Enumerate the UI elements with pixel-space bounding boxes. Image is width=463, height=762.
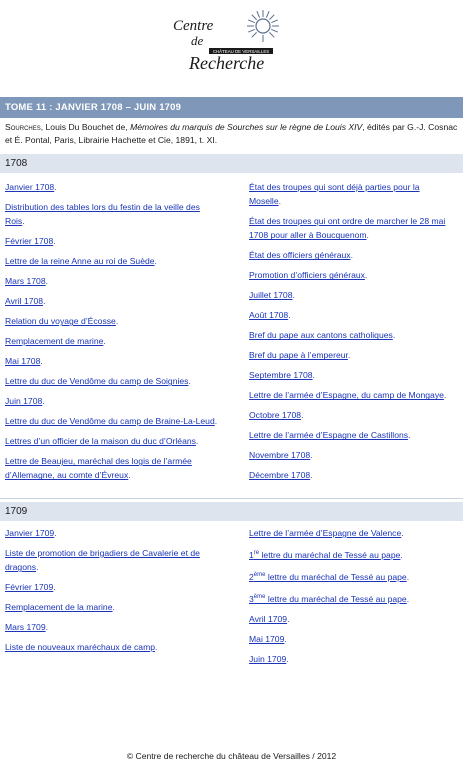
toc-link[interactable]: Septembre 1708: [249, 370, 313, 381]
work-title: Mémoires du marquis de Sourches sur le règne de Louis XIV: [130, 122, 363, 132]
toc-item: [249, 652, 449, 666]
toc-link[interactable]: Juillet 1708: [249, 290, 293, 301]
toc-item: [249, 448, 449, 462]
toc-link[interactable]: Avril 1708: [5, 296, 44, 307]
year-heading-1709: 1709: [0, 502, 463, 521]
toc-item: [249, 590, 449, 606]
toc-link[interactable]: Octobre 1708: [249, 410, 302, 421]
toc-item: [249, 328, 449, 342]
toc-period: .: [284, 633, 287, 644]
toc-period: .: [154, 256, 157, 267]
toc-link[interactable]: Mars 1709: [5, 622, 46, 633]
toc-period: .: [350, 250, 353, 261]
toc-period: .: [45, 622, 48, 633]
toc-link[interactable]: [249, 528, 404, 538]
toc-item: [5, 354, 220, 368]
toc-link[interactable]: [249, 571, 410, 582]
toc-link[interactable]: Lettres d’un officier de la maison du duc d’Orléans: [5, 436, 196, 447]
toc-period: .: [40, 356, 43, 367]
toc-item: [5, 414, 220, 428]
toc-link-text: lettre du maréchal de Tessé au pape: [265, 593, 407, 604]
volume-title: TOME 11 : JANVIER 1708 – JUIN 1709: [0, 97, 463, 118]
toc-item: [249, 368, 449, 382]
toc-link[interactable]: Novembre 1708: [249, 450, 311, 461]
toc-period: .: [45, 276, 48, 287]
toc-period: .: [155, 642, 158, 653]
copyright-footer: © Centre de recherche du château de Versailles / 2012: [126, 751, 337, 761]
toc-link-text: Avril 1709: [249, 613, 288, 624]
toc-item: [5, 374, 220, 388]
toc-item: [249, 248, 449, 262]
logo-line2: de: [191, 33, 204, 48]
toc-item: [5, 454, 220, 482]
toc-link[interactable]: Remplacement de la marine: [5, 602, 113, 613]
toc-item: [5, 274, 220, 288]
toc-item: [249, 526, 449, 540]
toc-item: [5, 546, 220, 574]
toc-item: [5, 314, 220, 328]
toc-link[interactable]: Bref du pape à l’empereur: [249, 350, 348, 361]
toc-link[interactable]: Bref du pape aux cantons catholiques: [249, 330, 393, 341]
toc-period: .: [188, 376, 191, 387]
toc-period: .: [310, 470, 313, 481]
toc-link[interactable]: État des officiers généraux: [249, 250, 351, 261]
toc-link[interactable]: Remplacement de marine: [5, 336, 104, 347]
toc-link[interactable]: Distribution des tables lors du festin de la veille des Rois: [5, 202, 200, 227]
citation-rest: , édités par G.-J. Cosnac et É. Pontal, Paris, Librairie Hachette et Cie, 1891, t. XI.: [5, 122, 458, 145]
toc-period: .: [54, 182, 57, 192]
toc-link[interactable]: Août 1708: [249, 310, 289, 321]
toc-link[interactable]: Relation du voyage d’Écosse: [5, 316, 116, 327]
toc-period: .: [443, 390, 447, 401]
toc-link[interactable]: Lettre du duc de Vendôme du camp de Braine-La-Leud: [5, 416, 215, 427]
toc-link[interactable]: Promotion d’officiers généraux: [249, 270, 365, 281]
author-rest: , Louis Du Bouchet de,: [40, 122, 131, 132]
toc-period: .: [400, 549, 403, 560]
toc-item: [5, 234, 220, 248]
toc-link[interactable]: Juin 1708: [5, 396, 43, 407]
toc-period: .: [406, 571, 410, 582]
section-divider: [0, 498, 463, 499]
toc-link[interactable]: Lettre de Beaujeu, maréchal des logis de l’armée d’Allemagne, au comte d’Évreux: [5, 456, 192, 481]
toc-item: [249, 428, 449, 442]
toc-period: .: [406, 593, 410, 604]
toc-item: [5, 254, 220, 268]
sun-burst-icon: [247, 10, 279, 42]
toc-period: .: [195, 436, 199, 447]
toc-link[interactable]: Janvier 1709: [5, 528, 55, 538]
source-citation: [5, 121, 460, 147]
toc-period: .: [401, 528, 404, 538]
logo-line3: Recherche: [189, 53, 265, 73]
toc-period: .: [310, 450, 313, 461]
toc-item: [249, 632, 449, 646]
toc-item: [5, 180, 220, 194]
toc-item: [5, 294, 220, 308]
toc-period: .: [22, 216, 25, 227]
toc-link[interactable]: Lettre de l’armée d’Espagne, du camp de Mongaye: [249, 390, 444, 401]
toc-link[interactable]: [249, 653, 289, 664]
links-1708-right: [249, 180, 449, 488]
toc-item: [5, 200, 220, 228]
toc-period: .: [128, 470, 131, 481]
toc-link[interactable]: Lettre du duc de Vendôme du camp de Soignies: [5, 376, 189, 387]
toc-link[interactable]: Janvier 1708: [5, 182, 55, 192]
toc-item: [249, 308, 449, 322]
toc-period: .: [36, 562, 39, 573]
toc-period: .: [112, 602, 115, 613]
toc-period: .: [103, 336, 106, 347]
toc-link[interactable]: État des troupes qui ont ordre de marcher le 28 mai 1708 pour aller à Boucquenom: [249, 216, 446, 241]
ordinal-number: 2: [249, 571, 254, 582]
toc-item: [249, 468, 449, 482]
toc-period: .: [53, 236, 56, 247]
links-1709-left: [5, 526, 220, 660]
toc-period: .: [287, 613, 290, 624]
links-1709-right: [249, 526, 449, 672]
ordinal-suffix: ème: [253, 571, 266, 578]
centre-de-recherche-logo: [167, 6, 317, 74]
toc-item: [249, 348, 449, 362]
toc-item: [5, 600, 220, 614]
toc-link[interactable]: Lettre de la reine Anne au roi de Suède: [5, 256, 155, 267]
toc-link[interactable]: Liste de promotion de brigadiers de Cavalerie et de dragons: [5, 548, 200, 573]
toc-item: [249, 288, 449, 302]
toc-link[interactable]: [249, 549, 403, 560]
toc-item: [249, 214, 449, 242]
toc-period: .: [408, 430, 411, 441]
logo-graphic: [167, 6, 317, 74]
toc-link-text: lettre du maréchal de Tessé au pape: [265, 571, 407, 582]
toc-item: [249, 388, 449, 402]
toc-period: .: [366, 230, 369, 241]
toc-period: .: [278, 196, 282, 207]
toc-period: .: [301, 410, 304, 421]
toc-period: .: [312, 370, 315, 381]
toc-item: [5, 580, 220, 594]
toc-period: .: [292, 290, 295, 301]
toc-period: .: [286, 653, 289, 664]
toc-link[interactable]: [249, 633, 287, 644]
ordinal-number: 3: [249, 593, 254, 604]
toc-period: .: [54, 528, 57, 538]
ordinal-suffix: ème: [253, 593, 266, 600]
toc-link[interactable]: Mai 1708: [5, 356, 41, 367]
toc-link[interactable]: Liste de nouveaux maréchaux de camp: [5, 642, 156, 653]
toc-item: [249, 612, 449, 626]
toc-link[interactable]: Décembre 1708: [249, 470, 311, 481]
toc-link-text: lettre du maréchal de Tessé au pape: [259, 549, 401, 560]
toc-link-text: Mai 1709: [249, 633, 285, 644]
toc-item: [249, 268, 449, 282]
toc-link[interactable]: Février 1708: [5, 236, 54, 247]
toc-item: [5, 640, 220, 654]
toc-period: .: [392, 330, 396, 341]
year-heading-1708: 1708: [0, 154, 463, 173]
toc-item: [5, 394, 220, 408]
author-surname: Sourches: [5, 122, 41, 132]
toc-item: [5, 334, 220, 348]
toc-item: [249, 180, 449, 208]
toc-period: .: [347, 350, 351, 361]
toc-item: [5, 620, 220, 634]
toc-link[interactable]: Lettre de l’armée d’Espagne de Castillons: [249, 430, 409, 441]
toc-item: [249, 568, 449, 584]
toc-link[interactable]: Février 1709: [5, 582, 54, 593]
toc-period: .: [214, 416, 218, 427]
toc-period: .: [364, 270, 368, 281]
toc-period: .: [115, 316, 119, 327]
toc-period: .: [43, 296, 46, 307]
ordinal-suffix: re: [253, 550, 260, 556]
toc-link-text: Juin 1709: [249, 653, 287, 664]
toc-item: [5, 434, 220, 448]
toc-link[interactable]: [249, 593, 410, 604]
toc-item: [249, 408, 449, 422]
toc-item: [249, 546, 449, 562]
toc-period: .: [53, 582, 56, 593]
toc-link[interactable]: [249, 613, 290, 624]
logo-subtitle: CHÂTEAU DE VERSAILLES: [212, 48, 270, 54]
toc-link-text: Lettre de l’armée d’Espagne de Valence: [249, 528, 402, 538]
links-1708-left: [5, 180, 220, 488]
ordinal-number: 1: [249, 549, 254, 560]
logo-line1: Centre: [173, 18, 214, 34]
toc-period: .: [288, 310, 291, 321]
toc-period: .: [42, 396, 45, 407]
toc-link[interactable]: Mars 1708: [5, 276, 46, 287]
toc-item: [5, 526, 220, 540]
toc-link[interactable]: État des troupes qui sont déjà parties pour la Moselle: [249, 182, 420, 207]
